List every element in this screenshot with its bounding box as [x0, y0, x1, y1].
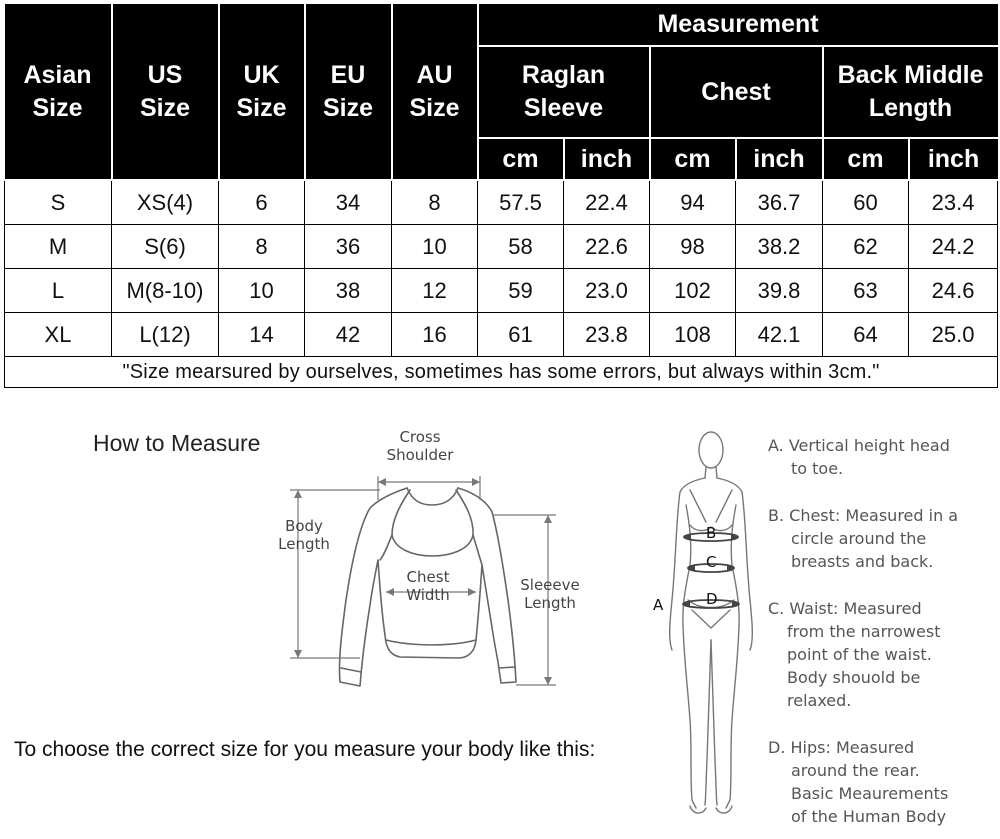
- header-measurement: Measurement: [478, 4, 998, 46]
- table-cell: 64: [823, 313, 909, 357]
- table-cell: 23.0: [564, 269, 650, 313]
- legend-a-height: A. Vertical height head to toe.: [768, 436, 950, 478]
- table-cell: 14: [219, 313, 305, 357]
- header-eu-size: EU Size: [305, 4, 392, 180]
- table-cell: S: [5, 180, 112, 225]
- header-back-middle-length: Back Middle Length: [823, 46, 998, 138]
- table-cell: 6: [219, 180, 305, 225]
- table-cell: XS(4): [112, 180, 219, 225]
- cross-shoulder-label: Cross Shoulder: [386, 428, 454, 464]
- header-unit-inch: inch: [909, 138, 998, 180]
- table-row: [5, 225, 998, 269]
- size-chart-table: [4, 4, 998, 388]
- header-unit-cm: cm: [650, 138, 736, 180]
- table-cell: 94: [650, 180, 736, 225]
- table-cell: 36: [305, 225, 392, 269]
- table-cell: 38: [305, 269, 392, 313]
- measurement-note: "Size mearsured by ourselves, sometimes has some errors, but always within 3cm.": [5, 357, 998, 388]
- header-au-size: AU Size: [392, 4, 478, 180]
- table-cell: 60: [823, 180, 909, 225]
- table-cell: 36.7: [736, 180, 823, 225]
- body-figure-sketch: [650, 425, 765, 835]
- table-cell: 22.6: [564, 225, 650, 269]
- table-cell: 98: [650, 225, 736, 269]
- table-cell: 10: [392, 225, 478, 269]
- table-cell: M: [5, 225, 112, 269]
- table-cell: 25.0: [909, 313, 998, 357]
- table-cell: 16: [392, 313, 478, 357]
- table-note-row: [5, 357, 998, 388]
- legend-d-hips: D. Hips: Measured around the rear. Basic Meaurements of the Human Body: [768, 738, 949, 826]
- table-cell: 108: [650, 313, 736, 357]
- table-cell: 8: [219, 225, 305, 269]
- table-cell: 10: [219, 269, 305, 313]
- table-cell: 23.8: [564, 313, 650, 357]
- header-unit-inch: inch: [564, 138, 650, 180]
- table-cell: 63: [823, 269, 909, 313]
- header-unit-inch: inch: [736, 138, 823, 180]
- table-cell: 102: [650, 269, 736, 313]
- table-cell: S(6): [112, 225, 219, 269]
- table-cell: 34: [305, 180, 392, 225]
- table-cell: 22.4: [564, 180, 650, 225]
- table-cell: 24.2: [909, 225, 998, 269]
- table-cell: 24.6: [909, 269, 998, 313]
- table-cell: 23.4: [909, 180, 998, 225]
- table-cell: 8: [392, 180, 478, 225]
- header-raglan-sleeve: Raglan Sleeve: [478, 46, 650, 138]
- table-row: [5, 313, 998, 357]
- how-to-measure-title: How to Measure: [93, 430, 261, 456]
- chest-width-label: Chest Width: [406, 568, 450, 604]
- table-cell: 42.1: [736, 313, 823, 357]
- body-marker-a: A: [653, 596, 664, 614]
- table-cell: 62: [823, 225, 909, 269]
- header-us-size: US Size: [112, 4, 219, 180]
- choose-size-instruction: To choose the correct size for you measure your body like this:: [14, 738, 596, 761]
- body-marker-b: B: [706, 524, 717, 542]
- header-asian-size: Asian Size: [5, 4, 112, 180]
- body-marker-d: D: [706, 590, 718, 608]
- header-chest: Chest: [650, 46, 823, 138]
- legend-b-chest: B. Chest: Measured in a circle around the breasts and back.: [768, 506, 959, 571]
- header-uk-size: UK Size: [219, 4, 305, 180]
- table-cell: 59: [478, 269, 564, 313]
- body-marker-c: C: [706, 553, 717, 571]
- sleeve-length-label: Sleeeve Length: [520, 576, 580, 612]
- table-row: [5, 269, 998, 313]
- table-cell: 12: [392, 269, 478, 313]
- header-unit-cm: cm: [478, 138, 564, 180]
- table-cell: XL: [5, 313, 112, 357]
- table-cell: 38.2: [736, 225, 823, 269]
- table-cell: 58: [478, 225, 564, 269]
- table-cell: M(8-10): [112, 269, 219, 313]
- table-cell: 39.8: [736, 269, 823, 313]
- table-row: [5, 180, 998, 225]
- body-length-label: Body Length: [278, 517, 330, 553]
- table-cell: 57.5: [478, 180, 564, 225]
- table-cell: L: [5, 269, 112, 313]
- table-cell: 61: [478, 313, 564, 357]
- table-cell: 42: [305, 313, 392, 357]
- header-unit-cm: cm: [823, 138, 909, 180]
- table-cell: L(12): [112, 313, 219, 357]
- legend-c-waist: C. Waist: Measured from the narrowest point of the waist. Body shouold be relaxed.: [768, 599, 941, 710]
